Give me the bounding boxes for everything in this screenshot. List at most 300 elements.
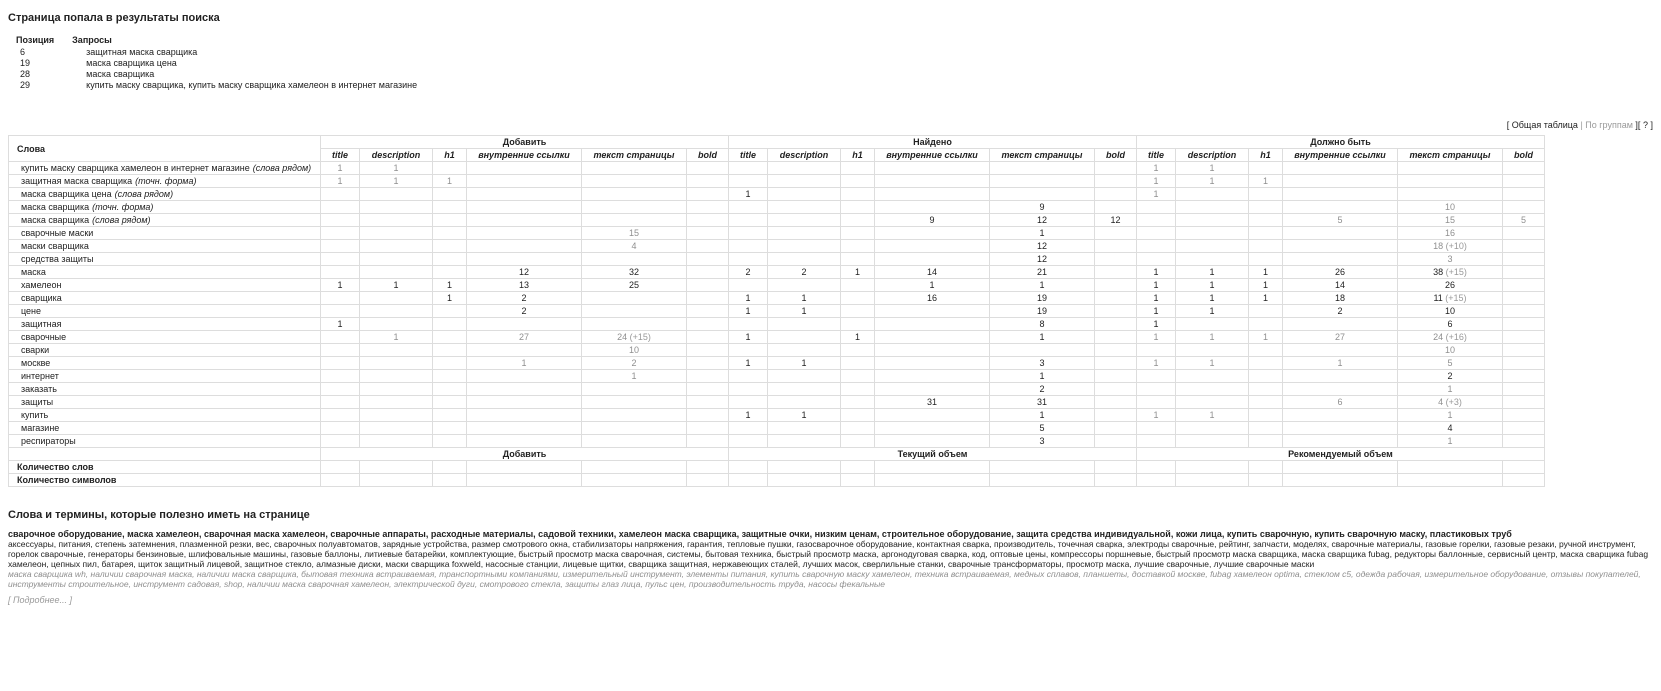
add-cell [582, 253, 687, 266]
found-cell [841, 422, 875, 435]
add-cell [467, 240, 582, 253]
should-cell: 5 [1503, 214, 1545, 227]
found-cell [1095, 227, 1137, 240]
found-cell: 1 [729, 357, 768, 370]
found-cell [729, 318, 768, 331]
found-cell [768, 279, 841, 292]
found-cell [1095, 422, 1137, 435]
add-cell [360, 357, 433, 370]
should-cell: 1 [1176, 175, 1249, 188]
add-cell [582, 188, 687, 201]
add-cell [582, 162, 687, 175]
query-value: купить маску сварщика, купить маску сварщика хамелеон в интернет магазине [86, 79, 418, 90]
found-cell [1095, 266, 1137, 279]
word-cell: сварочные [9, 331, 321, 344]
word-cell: сварки [9, 344, 321, 357]
found-cell [875, 240, 990, 253]
add-cell [687, 162, 729, 175]
should-cell [1503, 253, 1545, 266]
should-cell [1283, 318, 1398, 331]
should-cell: 1 [1176, 279, 1249, 292]
should-cell [1283, 253, 1398, 266]
footer-cell [1283, 474, 1398, 487]
found-cell [729, 279, 768, 292]
should-cell: 1 [1176, 162, 1249, 175]
add-cell [582, 435, 687, 448]
add-cell [321, 214, 360, 227]
add-cell [433, 331, 467, 344]
found-cell: 2 [990, 383, 1095, 396]
add-cell: 1 [467, 357, 582, 370]
should-cell [1249, 383, 1283, 396]
add-cell [321, 383, 360, 396]
should-cell [1398, 175, 1503, 188]
add-cell [433, 383, 467, 396]
add-cell: 32 [582, 266, 687, 279]
add-cell: 1 [360, 331, 433, 344]
found-cell [841, 357, 875, 370]
table-row [9, 370, 1545, 383]
footer-cell [1249, 461, 1283, 474]
column-header-description: description [768, 149, 841, 162]
should-cell: 1 [1249, 331, 1283, 344]
position-row [16, 46, 435, 57]
table-row [9, 422, 1545, 435]
terms-title: Слова и термины, которые полезно иметь на странице [8, 509, 310, 521]
found-cell [768, 214, 841, 227]
found-cell [1095, 357, 1137, 370]
should-cell: 1 [1398, 435, 1503, 448]
column-header-links: внутренние ссылки [467, 149, 582, 162]
found-cell [768, 240, 841, 253]
add-cell [360, 305, 433, 318]
should-cell [1283, 188, 1398, 201]
found-cell [875, 344, 990, 357]
found-cell [729, 240, 768, 253]
should-cell [1249, 240, 1283, 253]
should-cell [1137, 253, 1176, 266]
table-row [9, 318, 1545, 331]
add-cell [433, 357, 467, 370]
add-cell: 24 (+15) [582, 331, 687, 344]
should-cell: 5 [1398, 357, 1503, 370]
found-cell [729, 175, 768, 188]
should-cell: 1 [1283, 357, 1398, 370]
add-cell [687, 240, 729, 253]
found-cell: 1 [990, 370, 1095, 383]
group-header-should: Должно быть [1137, 136, 1545, 149]
footer-cell [1095, 461, 1137, 474]
word-cell: москве [9, 357, 321, 370]
should-cell [1503, 409, 1545, 422]
add-cell [360, 344, 433, 357]
found-cell: 12 [990, 214, 1095, 227]
add-cell [433, 214, 467, 227]
found-cell [1095, 292, 1137, 305]
found-cell [1095, 279, 1137, 292]
add-cell [433, 201, 467, 214]
found-cell [841, 240, 875, 253]
table-row [9, 409, 1545, 422]
should-cell: 1 [1137, 279, 1176, 292]
should-cell [1249, 396, 1283, 409]
found-cell: 1 [875, 279, 990, 292]
add-cell [687, 409, 729, 422]
should-cell: 1 [1137, 292, 1176, 305]
should-cell [1137, 383, 1176, 396]
add-cell [687, 318, 729, 331]
should-cell [1503, 279, 1545, 292]
found-cell [875, 331, 990, 344]
add-cell [321, 396, 360, 409]
found-cell [768, 422, 841, 435]
add-cell [467, 409, 582, 422]
search-results-title: Страница попала в результаты поиска [8, 12, 220, 24]
should-cell: 1 [1137, 318, 1176, 331]
add-cell [687, 422, 729, 435]
should-cell [1503, 357, 1545, 370]
found-cell [875, 201, 990, 214]
add-cell [360, 422, 433, 435]
should-cell: 6 [1398, 318, 1503, 331]
should-cell: 1 [1249, 266, 1283, 279]
found-cell [1095, 162, 1137, 175]
found-cell: 1 [990, 331, 1095, 344]
add-cell [321, 266, 360, 279]
footer-cell [582, 474, 687, 487]
footer-header-recommended: Рекомендуемый объем [1137, 448, 1545, 461]
footer-cell [1137, 461, 1176, 474]
add-cell: 1 [433, 279, 467, 292]
found-cell [841, 201, 875, 214]
column-header-links: внутренние ссылки [875, 149, 990, 162]
footer-cell [467, 461, 582, 474]
table-row [9, 162, 1545, 175]
add-cell [321, 253, 360, 266]
should-cell: 26 [1398, 279, 1503, 292]
add-cell: 1 [433, 175, 467, 188]
add-cell [467, 253, 582, 266]
add-cell [433, 266, 467, 279]
add-cell [433, 188, 467, 201]
found-cell [875, 422, 990, 435]
should-cell: 1 [1249, 279, 1283, 292]
found-cell [841, 253, 875, 266]
found-cell [841, 370, 875, 383]
add-cell [582, 214, 687, 227]
should-cell [1503, 318, 1545, 331]
add-cell [321, 422, 360, 435]
should-cell: 1 [1398, 409, 1503, 422]
should-cell [1249, 305, 1283, 318]
found-cell [875, 435, 990, 448]
table-row [9, 188, 1545, 201]
add-cell [467, 201, 582, 214]
should-cell [1249, 422, 1283, 435]
found-cell: 1 [768, 292, 841, 305]
add-cell [582, 396, 687, 409]
should-cell: 1 [1176, 266, 1249, 279]
found-cell [841, 396, 875, 409]
footer-cell [321, 461, 360, 474]
add-cell: 1 [321, 162, 360, 175]
table-row [9, 279, 1545, 292]
should-cell [1249, 370, 1283, 383]
position-value: 6 [20, 46, 26, 57]
should-cell [1503, 344, 1545, 357]
add-cell [687, 305, 729, 318]
found-cell [768, 318, 841, 331]
should-cell [1503, 422, 1545, 435]
should-cell [1137, 201, 1176, 214]
found-cell [875, 188, 990, 201]
found-cell [1095, 409, 1137, 422]
add-cell: 15 [582, 227, 687, 240]
more-link[interactable]: [ Подробнее... ] [8, 595, 73, 605]
should-cell [1503, 162, 1545, 175]
should-cell: 1 [1249, 175, 1283, 188]
add-cell [687, 201, 729, 214]
should-cell [1283, 370, 1398, 383]
by-groups-link[interactable]: По группам [1585, 120, 1633, 130]
column-header-title: title [321, 149, 360, 162]
found-cell [990, 162, 1095, 175]
footer-cell [1398, 474, 1503, 487]
column-header-bold: bold [1503, 149, 1545, 162]
should-cell [1176, 240, 1249, 253]
position-value: 29 [20, 79, 31, 90]
add-cell: 2 [582, 357, 687, 370]
footer-cell [1249, 474, 1283, 487]
table-row [9, 292, 1545, 305]
word-count-label: Количество слов [9, 461, 321, 474]
found-cell [1095, 201, 1137, 214]
keywords-table [8, 135, 1545, 487]
footer-row [9, 461, 1545, 474]
found-cell [1095, 370, 1137, 383]
add-cell [433, 162, 467, 175]
terms-bold: сварочное оборудование, маска хамелеон, сварочная маска хамелеон, сварочные аппараты, расходные материалы, садовой техники, хамелеон маска сварщика, защитные очки, низким ценам, строительное оборудование, защита средства индивидуальной, кожи лица, купить сварочную, купить сварочную маску, пластиковых труб [8, 529, 1512, 539]
add-cell [467, 370, 582, 383]
column-header-title: title [1137, 149, 1176, 162]
add-cell: 2 [467, 292, 582, 305]
footer-cell [360, 461, 433, 474]
add-cell [321, 370, 360, 383]
table-row [9, 435, 1545, 448]
footer-cell [687, 474, 729, 487]
should-cell: 1 [1176, 292, 1249, 305]
add-cell [467, 162, 582, 175]
found-cell: 16 [875, 292, 990, 305]
add-cell [687, 253, 729, 266]
add-cell [467, 383, 582, 396]
add-cell [582, 305, 687, 318]
add-cell [687, 357, 729, 370]
add-cell [360, 292, 433, 305]
word-cell: магазине [9, 422, 321, 435]
should-cell: 1 [1137, 409, 1176, 422]
add-cell [433, 253, 467, 266]
footer-cell [729, 474, 768, 487]
column-header-description: description [360, 149, 433, 162]
footer-cell [841, 474, 875, 487]
should-cell: 1 [1249, 292, 1283, 305]
should-cell [1283, 240, 1398, 253]
should-cell [1503, 370, 1545, 383]
add-cell [360, 266, 433, 279]
should-cell [1283, 175, 1398, 188]
should-cell [1503, 188, 1545, 201]
footer-cell [1398, 461, 1503, 474]
table-row [9, 305, 1545, 318]
add-cell [360, 435, 433, 448]
should-cell: 14 [1283, 279, 1398, 292]
should-cell: 1 [1176, 305, 1249, 318]
found-cell: 1 [729, 331, 768, 344]
found-cell [990, 344, 1095, 357]
table-row [9, 344, 1545, 357]
should-cell: 11 (+15) [1398, 292, 1503, 305]
found-cell: 14 [875, 266, 990, 279]
found-cell [875, 409, 990, 422]
add-cell [360, 409, 433, 422]
should-cell [1249, 357, 1283, 370]
should-cell [1249, 214, 1283, 227]
general-table-link[interactable]: Общая таблица [1511, 120, 1578, 130]
should-cell: 1 [1176, 409, 1249, 422]
found-cell [1095, 383, 1137, 396]
footer-cell [841, 461, 875, 474]
found-cell [768, 201, 841, 214]
should-cell [1137, 422, 1176, 435]
found-cell [841, 292, 875, 305]
word-cell: купить маску сварщика хамелеон в интернет магазине (слова рядом) [9, 162, 321, 175]
should-cell [1137, 227, 1176, 240]
footer-cell [360, 474, 433, 487]
found-cell [841, 435, 875, 448]
footer-cell [1176, 461, 1249, 474]
word-cell: маска сварщика (слова рядом) [9, 214, 321, 227]
should-cell [1503, 396, 1545, 409]
footer-cell [582, 461, 687, 474]
should-cell: 4 [1398, 422, 1503, 435]
footer-cell [1503, 461, 1545, 474]
should-cell [1283, 227, 1398, 240]
found-cell [875, 383, 990, 396]
should-cell [1176, 422, 1249, 435]
add-cell [360, 240, 433, 253]
footer-cell [875, 461, 990, 474]
found-cell: 9 [990, 201, 1095, 214]
add-cell: 1 [321, 175, 360, 188]
found-cell [1095, 175, 1137, 188]
add-cell [687, 188, 729, 201]
found-cell [841, 162, 875, 175]
add-cell [321, 240, 360, 253]
add-cell [433, 422, 467, 435]
should-cell [1503, 435, 1545, 448]
found-cell: 12 [990, 240, 1095, 253]
add-cell: 10 [582, 344, 687, 357]
add-cell [582, 422, 687, 435]
footer-cell [433, 461, 467, 474]
word-cell: сварщика [9, 292, 321, 305]
should-cell [1137, 435, 1176, 448]
add-cell: 1 [360, 175, 433, 188]
should-cell: 16 [1398, 227, 1503, 240]
help-link[interactable]: ? [1642, 120, 1648, 130]
should-cell [1249, 318, 1283, 331]
position-row [16, 57, 435, 68]
add-cell [582, 409, 687, 422]
add-cell [687, 279, 729, 292]
should-cell: 24 (+16) [1398, 331, 1503, 344]
should-cell: 18 (+10) [1398, 240, 1503, 253]
found-cell: 1 [729, 188, 768, 201]
found-cell [768, 253, 841, 266]
add-cell [321, 292, 360, 305]
add-cell [321, 409, 360, 422]
add-cell [582, 201, 687, 214]
should-cell [1503, 175, 1545, 188]
column-header-links: внутренние ссылки [1283, 149, 1398, 162]
should-cell: 2 [1283, 305, 1398, 318]
add-cell [467, 396, 582, 409]
should-cell [1176, 201, 1249, 214]
table-row [9, 227, 1545, 240]
should-cell [1398, 188, 1503, 201]
add-cell [687, 292, 729, 305]
found-cell: 3 [990, 435, 1095, 448]
add-cell [433, 240, 467, 253]
table-row [9, 201, 1545, 214]
query-value: защитная маска сварщика [86, 46, 198, 57]
should-cell [1503, 305, 1545, 318]
position-row [16, 79, 435, 90]
should-cell: 6 [1283, 396, 1398, 409]
found-cell [729, 214, 768, 227]
found-cell [841, 188, 875, 201]
should-cell: 27 [1283, 331, 1398, 344]
add-cell [467, 175, 582, 188]
should-cell [1503, 383, 1545, 396]
word-cell: хамелеон [9, 279, 321, 292]
add-cell [687, 383, 729, 396]
found-cell [729, 435, 768, 448]
add-cell [687, 331, 729, 344]
footer-cell [1095, 474, 1137, 487]
word-cell: маска сварщика цена (слова рядом) [9, 188, 321, 201]
found-cell [875, 162, 990, 175]
should-cell: 10 [1398, 305, 1503, 318]
add-cell [360, 370, 433, 383]
should-cell: 10 [1398, 201, 1503, 214]
add-cell [433, 344, 467, 357]
query-value: маска сварщика цена [86, 57, 177, 68]
found-cell [768, 331, 841, 344]
add-cell [360, 227, 433, 240]
add-cell: 1 [321, 318, 360, 331]
should-cell [1176, 396, 1249, 409]
should-cell: 15 [1398, 214, 1503, 227]
add-cell [433, 305, 467, 318]
should-cell [1137, 240, 1176, 253]
found-cell [768, 435, 841, 448]
column-header-h1: h1 [1249, 149, 1283, 162]
should-cell [1249, 344, 1283, 357]
found-cell [1095, 396, 1137, 409]
found-cell [841, 305, 875, 318]
